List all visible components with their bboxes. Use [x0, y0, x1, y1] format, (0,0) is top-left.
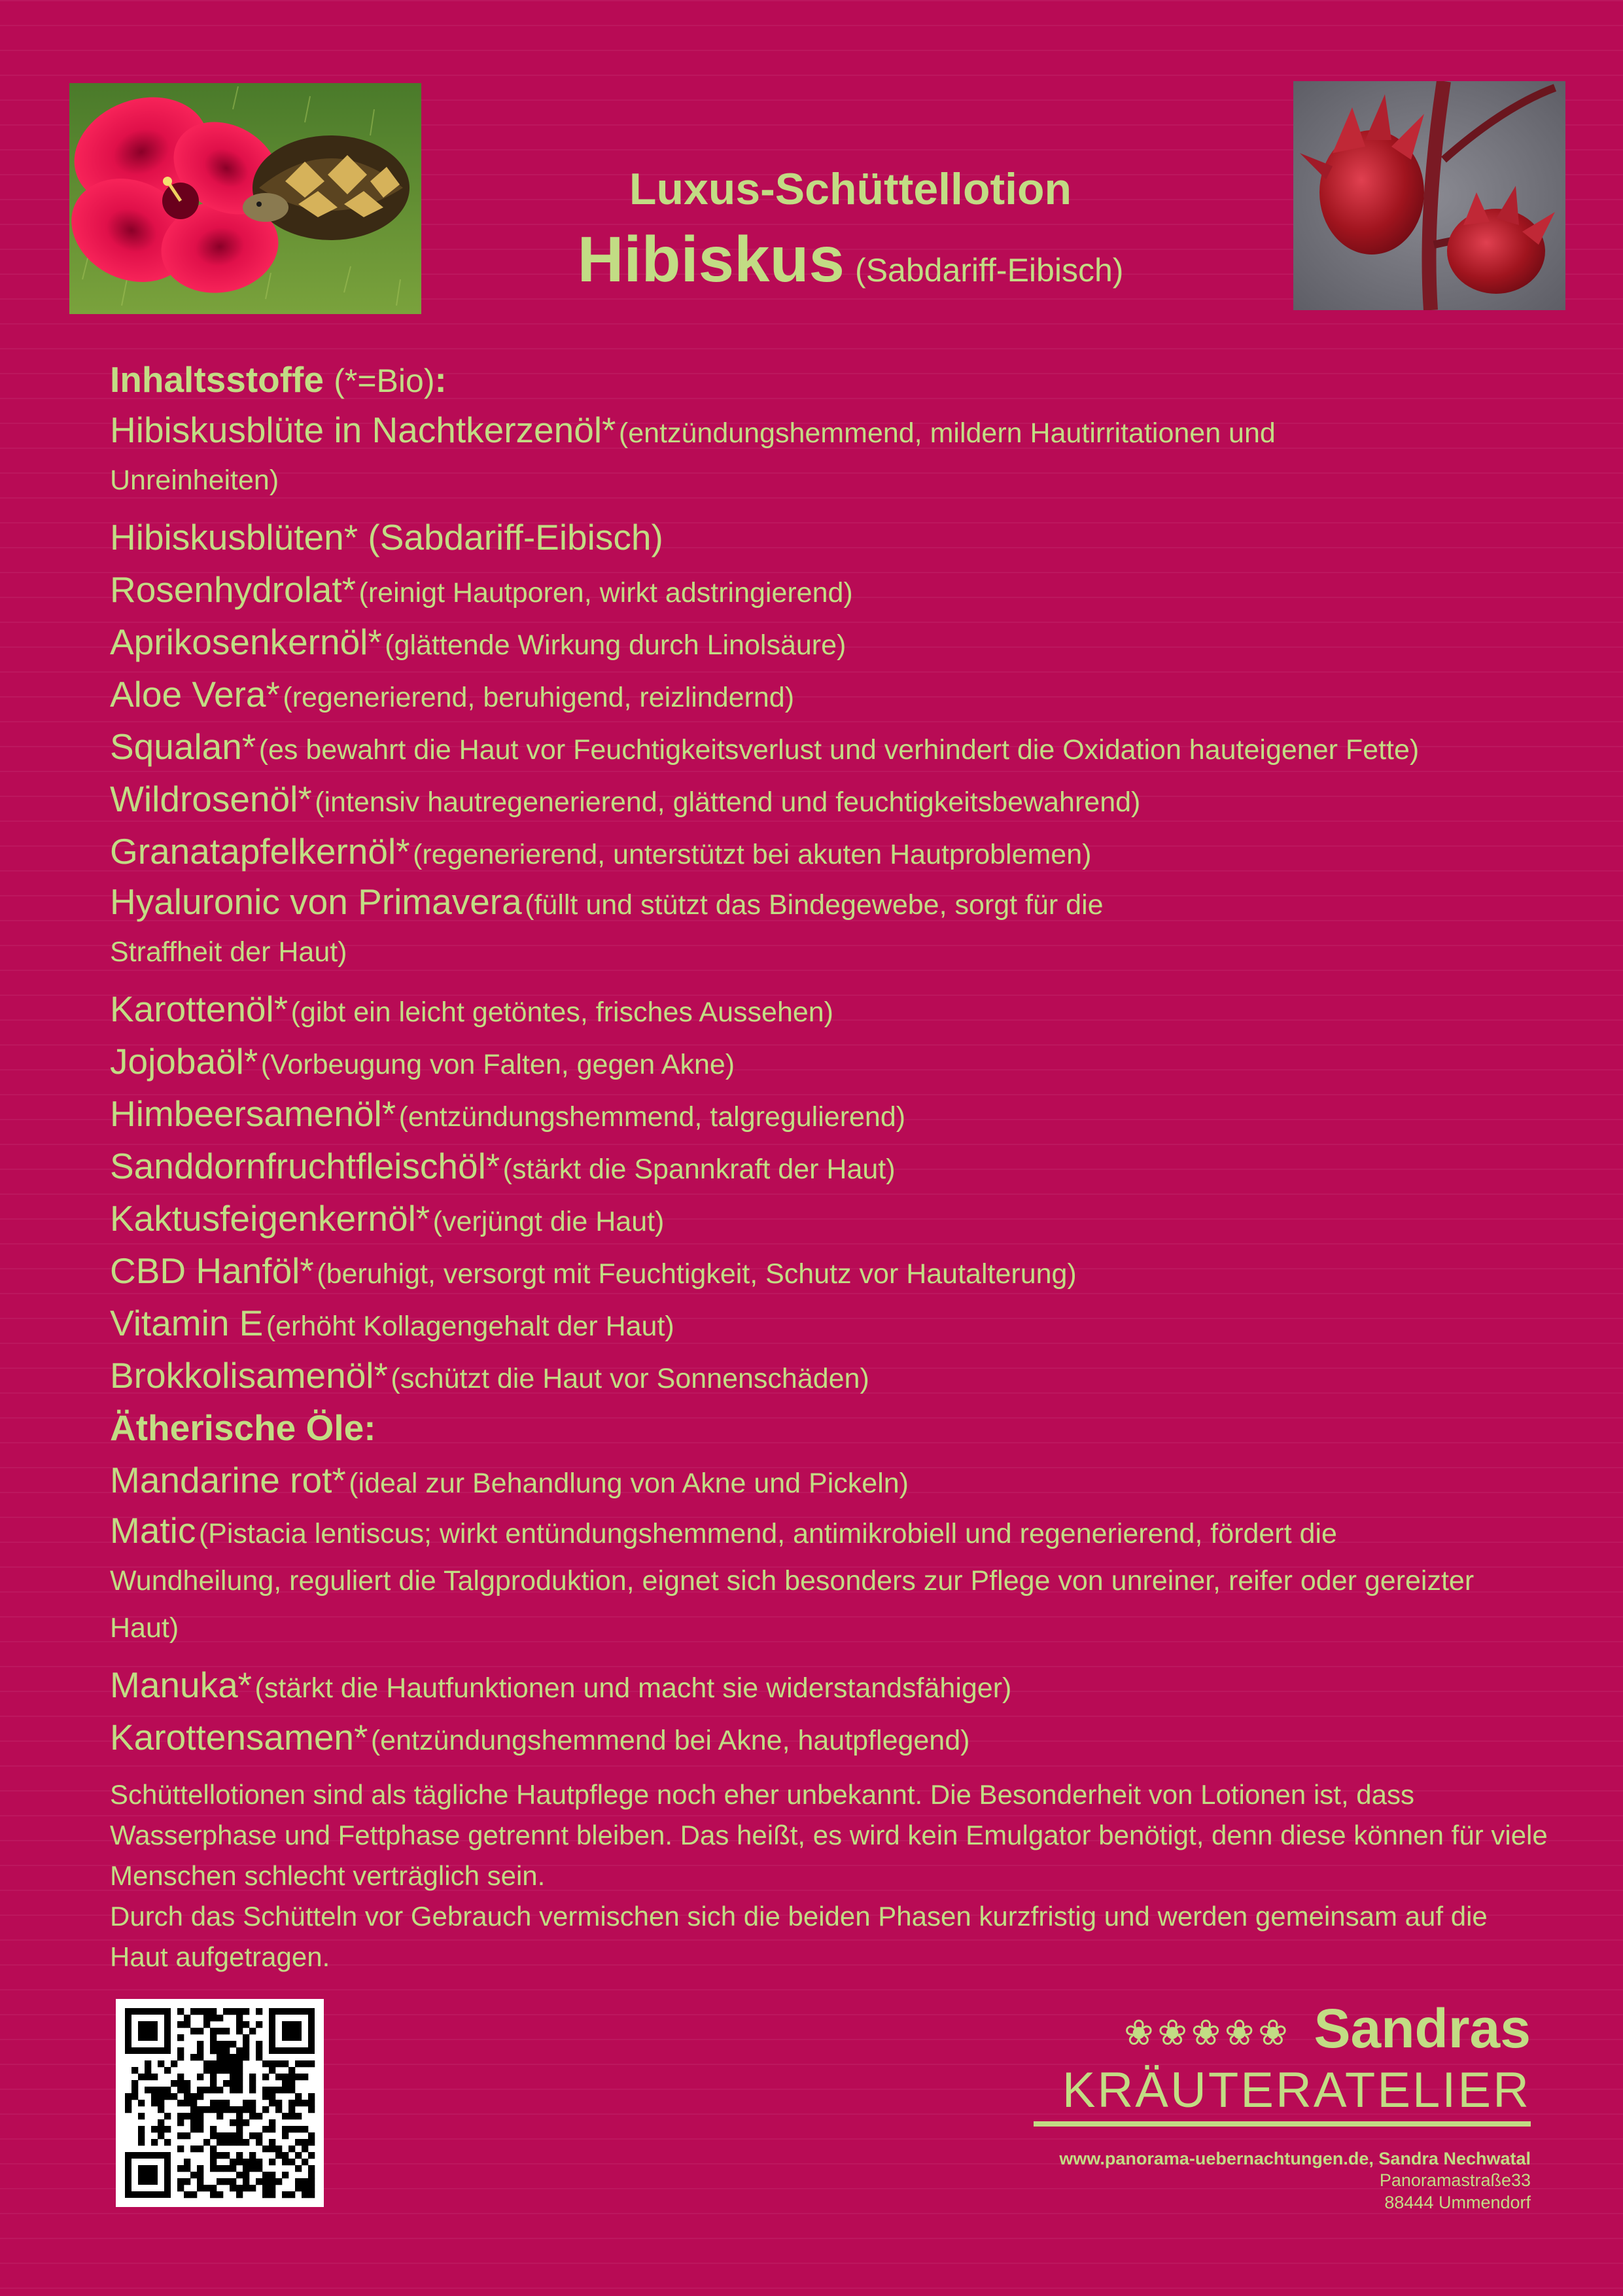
- ingredient-item: Granatapfelkernöl* (regenerierend, unterstützt bei akuten Hautproblemen): [110, 831, 1092, 872]
- ingredient-item: Squalan* (es bewahrt die Haut vor Feuchtigkeitsverlust und verhindert die Oxidation hauteigener Fette): [110, 726, 1420, 767]
- lotion-description: [110, 1775, 1549, 1977]
- qr-code[interactable]: [116, 1999, 324, 2207]
- ingredient-item: Hibiskusblüten* (Sabdariff-Eibisch): [110, 517, 663, 557]
- ingredient-item: Kaktusfeigenkernöl* (verjüngt die Haut): [110, 1198, 665, 1239]
- ingredient-item: Aloe Vera* (regenerierend, beruhigend, reizlindernd): [110, 674, 795, 715]
- ingredients-heading: Inhaltsstoffe (*=Bio):: [110, 359, 447, 400]
- brand-block: [1034, 1996, 1531, 2214]
- roselle-calyx-image: [1293, 81, 1565, 310]
- description-paragraph: Durch das Schütteln vor Gebrauch vermischen sich die beiden Phasen kurzfristig und werden gemeinsam auf die Haut aufgetragen.: [110, 1901, 1488, 1972]
- description-paragraph: Schüttellotionen sind als tägliche Hautpflege noch eher unbekannt. Die Besonderheit von Lotionen ist, dass Wasserphase und Fettphase getrennt bleiben. Das heißt, es wird kein Emulgator benötigt, denn diese können für viele Menschen schlecht verträglich sein.: [110, 1779, 1548, 1891]
- ingredient-item: Brokkolisamenöl* (schützt die Haut vor Sonnenschäden): [110, 1355, 869, 1396]
- ingredient-item: Rosenhydrolat* (reinigt Hautporen, wirkt adstringierend): [110, 569, 853, 610]
- ingredient-item: Hyaluronic von Primavera (füllt und stützt das Bindegewebe, sorgt für die Straffheit der Haut): [110, 881, 1104, 968]
- hibiscus-tortoise-photo: [69, 83, 421, 314]
- essential-oil-item: Mandarine rot* (ideal zur Behandlung von Akne und Pickeln): [110, 1460, 909, 1500]
- brand-subtitle: KRÄUTERATELIER: [1034, 2061, 1531, 2127]
- essential-oil-item: Manuka* (stärkt die Hautfunktionen und macht sie widerstandsfähiger): [110, 1665, 1012, 1705]
- brand-name: Sandras: [1314, 1998, 1531, 2059]
- product-title-row: [458, 222, 1243, 296]
- ingredient-item: Vitamin E (erhöht Kollagengehalt der Haut): [110, 1303, 674, 1343]
- essential-oil-item: Karottensamen* (entzündungshemmend bei Akne, hautpflegend): [110, 1717, 970, 1757]
- ingredient-item: Himbeersamenöl* (entzündungshemmend, talgregulierend): [110, 1093, 906, 1134]
- product-title-note: (Sabdariff-Eibisch): [855, 252, 1124, 289]
- ingredient-item: Aprikosenkernöl* (glättende Wirkung durch Linolsäure): [110, 622, 846, 662]
- website-link[interactable]: www.panorama-uebernachtungen.de, Sandra Nechwatal: [1059, 2149, 1531, 2168]
- qr-code-image: [116, 1999, 324, 2207]
- product-subtitle: Luxus-Schüttellotion: [629, 164, 1072, 214]
- ingredient-item: Sanddornfruchtfleischöl* (stärkt die Spannkraft der Haut): [110, 1146, 896, 1186]
- essential-oils-heading: Ätherische Öle:: [110, 1407, 376, 1448]
- flower-icons: ❀❀❀❀❀: [1124, 2013, 1292, 2053]
- essential-oil-item: Matic (Pistacia lentiscus; wirkt entündungshemmend, antimikrobiell und regenerierend, fördert die Wundheilung, reguliert die Talgproduktion, eignet sich besonders zur Pflege von unreiner, reifer oder gereizter Haut): [110, 1510, 1475, 1644]
- address-city: 88444 Ummendorf: [1384, 2193, 1531, 2212]
- roselle-calyx-photo: [1293, 81, 1565, 310]
- ingredient-item: Wildrosenöl* (intensiv hautregenerierend, glättend und feuchtigkeitsbewahrend): [110, 779, 1141, 819]
- address-street: Panoramastraße33: [1379, 2170, 1531, 2190]
- bio-note: (*=Bio): [334, 362, 435, 399]
- ingredient-item: CBD Hanföl* (beruhigt, versorgt mit Feuchtigkeit, Schutz vor Hautalterung): [110, 1250, 1077, 1291]
- ingredient-list: [110, 353, 1549, 1763]
- ingredient-item: Hibiskusblüte in Nachtkerzenöl* (entzündungshemmend, mildern Hautirritationen und Unreinheiten): [110, 410, 1276, 496]
- ingredient-item: Jojobaöl* (Vorbeugung von Falten, gegen Akne): [110, 1041, 735, 1082]
- brand-name-row: [1034, 1996, 1531, 2061]
- product-title: Hibiskus: [577, 223, 845, 295]
- hibiscus-tortoise-image: [69, 83, 421, 314]
- ingredient-item: Karottenöl* (gibt ein leicht getöntes, frisches Aussehen): [110, 989, 834, 1029]
